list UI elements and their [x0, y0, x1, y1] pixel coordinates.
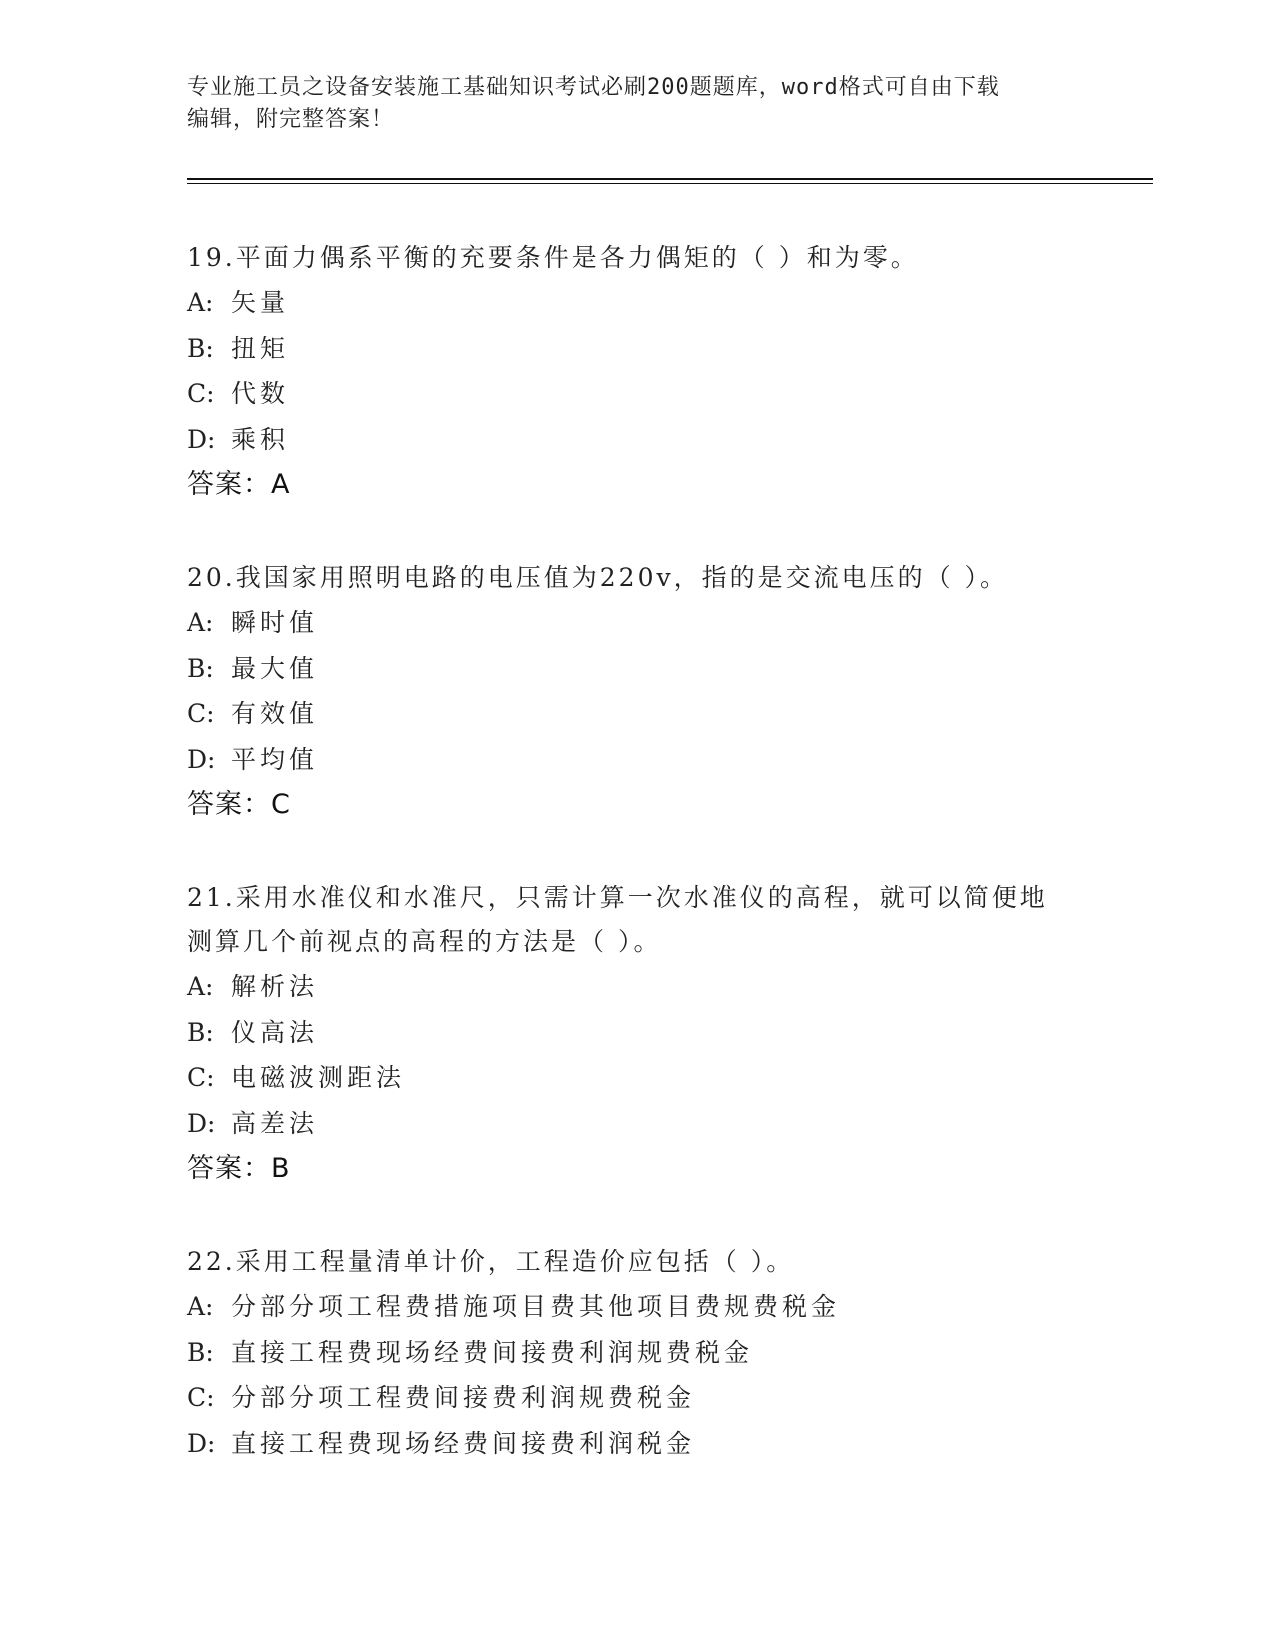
answer-line: 答案：C — [187, 789, 291, 820]
option-key: B: — [187, 653, 214, 683]
option-key: D: — [187, 424, 216, 454]
option-key: A: — [187, 972, 214, 1001]
option-text: 直接工程费现场经费间接费利润税金 — [231, 1428, 696, 1458]
option-text: 矢量 — [231, 288, 290, 317]
option-key: D: — [187, 744, 216, 774]
option-text: 扭矩 — [231, 333, 290, 363]
option-c — [187, 371, 1087, 417]
option-c — [187, 691, 1087, 737]
question-text — [187, 1240, 1087, 1284]
option-b — [187, 326, 1087, 372]
option-text: 代数 — [231, 379, 290, 408]
option-text: 分部分项工程费措施项目费其他项目费规费税金 — [231, 1292, 841, 1321]
question-stem: 采用水准仪和水准尺，只需计算一次水准仪的高程，就可以简便地 — [235, 883, 1048, 912]
option-b — [187, 1010, 1087, 1056]
option-c — [187, 1055, 1087, 1101]
option-text: 电磁波测距法 — [231, 1063, 406, 1092]
option-text: 平均值 — [231, 744, 319, 774]
question-text — [187, 556, 1087, 600]
option-a — [187, 280, 1087, 326]
option-text: 瞬时值 — [231, 608, 319, 637]
option-a — [187, 600, 1087, 646]
option-b — [187, 1330, 1087, 1376]
option-a — [187, 1284, 1087, 1330]
option-text: 解析法 — [231, 972, 319, 1001]
question-text-continued: 测算几个前视点的高程的方法是（ ）。 — [187, 927, 662, 956]
option-key: C: — [187, 1063, 215, 1092]
question-stem: 采用工程量清单计价，工程造价应包括（ ）。 — [235, 1247, 795, 1276]
question-20 — [187, 556, 1087, 828]
header-divider-thin — [187, 183, 1153, 184]
option-d — [187, 737, 1087, 783]
option-key: B: — [187, 333, 214, 363]
option-key: A: — [187, 288, 214, 317]
question-number: 21. — [187, 883, 236, 912]
answer-line: 答案：A — [187, 469, 291, 500]
answer-line: 答案：B — [187, 1153, 291, 1184]
question-21 — [187, 876, 1087, 1192]
option-c — [187, 1375, 1087, 1421]
option-text: 乘积 — [231, 424, 290, 454]
option-d — [187, 1421, 1087, 1467]
option-key: C: — [187, 379, 215, 408]
header-line-1: 专业施工员之设备安装施工基础知识考试必刷200题题库，word格式可自由下载 — [187, 75, 1000, 100]
option-text: 分部分项工程费间接费利润规费税金 — [231, 1383, 696, 1412]
option-text: 最大值 — [231, 653, 319, 683]
option-key: D: — [187, 1428, 216, 1458]
question-list — [187, 236, 1087, 1514]
option-key: C: — [187, 699, 215, 728]
question-number: 19. — [187, 243, 236, 272]
document-header — [187, 72, 1087, 136]
option-text: 高差法 — [231, 1108, 319, 1138]
option-text: 仪高法 — [231, 1017, 319, 1047]
question-text — [187, 236, 1087, 280]
question-text — [187, 876, 1087, 920]
question-22 — [187, 1240, 1087, 1466]
option-key: A: — [187, 608, 214, 637]
option-d — [187, 417, 1087, 463]
option-b — [187, 646, 1087, 692]
option-key: D: — [187, 1108, 216, 1138]
option-a — [187, 964, 1087, 1010]
question-number: 20. — [187, 563, 236, 592]
question-19 — [187, 236, 1087, 508]
question-number: 22. — [187, 1247, 236, 1276]
option-key: A: — [187, 1292, 214, 1321]
header-line-2: 编辑，附完整答案！ — [187, 107, 395, 132]
option-text: 有效值 — [231, 699, 319, 728]
option-key: C: — [187, 1383, 215, 1412]
question-stem: 平面力偶系平衡的充要条件是各力偶矩的（ ）和为零。 — [235, 243, 919, 272]
question-stem: 我国家用照明电路的电压值为220v，指的是交流电压的（ ）。 — [235, 563, 1009, 592]
option-text: 直接工程费现场经费间接费利润规费税金 — [231, 1337, 754, 1367]
option-key: B: — [187, 1017, 214, 1047]
option-key: B: — [187, 1337, 214, 1367]
header-divider-thick — [187, 178, 1153, 180]
option-d — [187, 1101, 1087, 1147]
